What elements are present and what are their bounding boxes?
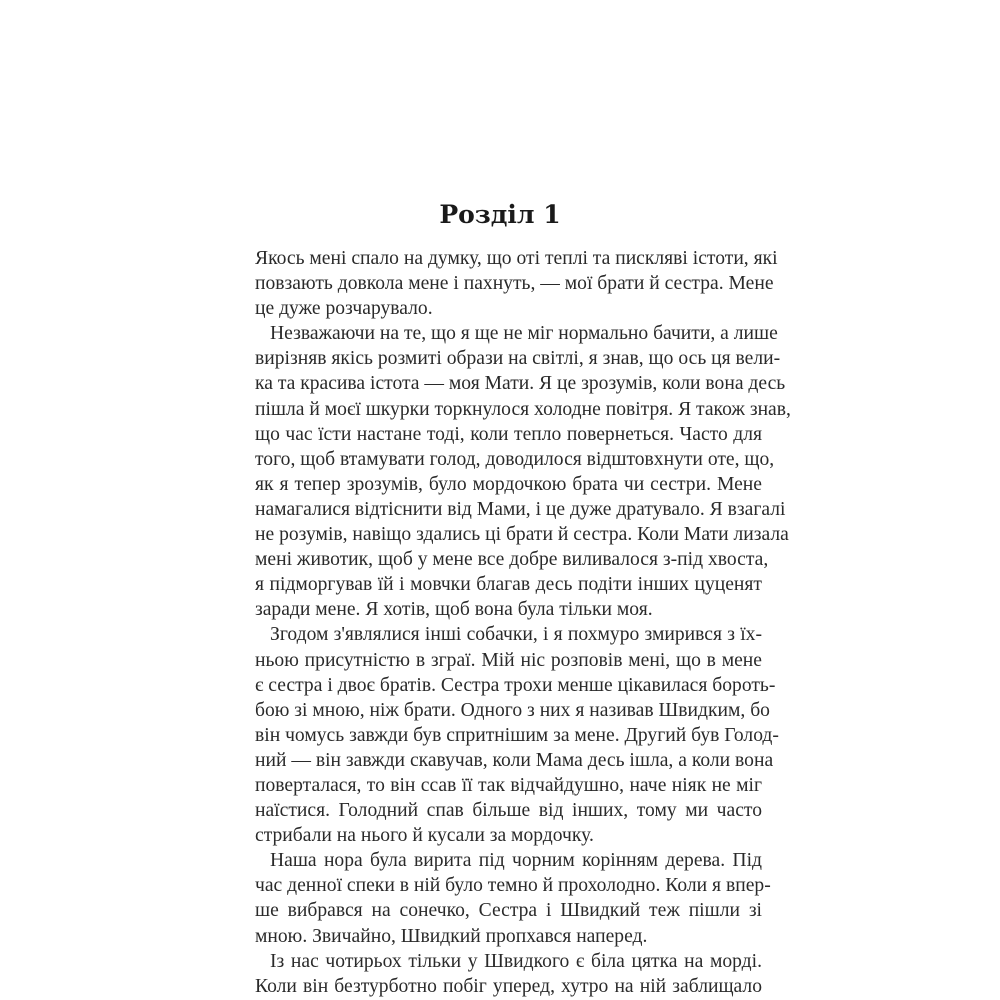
text-line: Якось мені спало на думку, що оті теплі та пискляві істоти, які — [255, 248, 778, 269]
text-line: не розумів, навіщо здались ці брати й сестра. Коли Мати лизала — [255, 524, 789, 546]
chapter-text — [255, 246, 791, 999]
text-line: наїстися. Голодний спав більше від інших, тому ми часто — [255, 800, 762, 822]
text-line: Незважаючи на те, що я ще не міг нормально бачити, а лише — [270, 323, 778, 345]
text-line: вирізняв якісь розмиті образи на світлі, я знав, що ось ця вели- — [255, 348, 781, 370]
text-line: ньою присутністю в зграї. Мій ніс розповів мені, що в мене — [255, 649, 762, 671]
paragraph — [255, 321, 791, 622]
paragraph — [255, 848, 771, 948]
text-line: я підморгував їй і мовчки благав десь подіти інших цуценят — [255, 574, 762, 596]
text-line: ний — він завжди скавучав, коли Мама десь ішла, а коли вона — [255, 749, 774, 771]
text-line: пішла й моєї шкурки торкнулося холодне повітря. Я також знав, — [255, 398, 791, 420]
paragraph — [255, 949, 762, 999]
text-line: ка та красива істота — моя Мати. Я це зрозумів, коли вона десь — [255, 373, 786, 395]
text-line: того, щоб втамувати голод, доводилося відштовхнути оте, що, — [255, 448, 775, 470]
text-line: бою зі мною, ніж брати. Одного з них я називав Швидким, бо — [255, 699, 770, 721]
text-line: мені животик, щоб у мене все добре виливалося з-під хвоста, — [255, 549, 769, 571]
text-line: Коли він безтурботно побіг уперед, хутро на ній заблищало — [255, 975, 762, 997]
paragraph — [255, 622, 779, 848]
paragraph — [255, 246, 778, 321]
text-line: як я тепер зрозумів, було мордочкою брата чи сестри. Мене — [255, 473, 762, 495]
text-line: заради мене. Я хотів, щоб вона була тільки моя. — [255, 599, 653, 621]
text-line: Із нас чотирьох тільки у Швидкого є біла цятка на морді. — [270, 950, 762, 972]
text-line: Наша нора була вирита під чорним корінням дерева. Під — [270, 850, 762, 872]
text-line: поверталася, то він ссав її так відчайдушно, наче ніяк не міг — [255, 774, 762, 796]
text-line: що час їсти настане тоді, коли тепло повернеться. Часто для — [255, 423, 762, 445]
text-line: він чомусь завжди був спритнішим за мене. Другий був Голод- — [255, 724, 779, 746]
text-line: є сестра і двоє братів. Сестра трохи менше цікавилася бороть- — [255, 674, 776, 696]
text-line: ше вибрався на сонечко, Сестра і Швидкий теж пішли зі — [255, 900, 762, 922]
text-line: час денної спеки в ній було темно й прохолодно. Коли я впер- — [255, 875, 771, 897]
text-line: мною. Звичайно, Швидкий пропхався наперед. — [255, 925, 648, 947]
text-line: стрибали на нього й кусали за мордочку. — [255, 825, 594, 847]
text-line: повзають довкола мене і пахнуть, — мої брати й сестра. Мене — [255, 273, 774, 295]
text-line: Згодом з'являлися інші собачки, і я похмуро змирився з їх- — [270, 624, 762, 646]
chapter-title: Розділ 1 — [439, 200, 561, 229]
text-line: намагалися відтіснити від Мами, і це дуже дратувало. Я взагалі — [255, 498, 786, 520]
text-line: це дуже розчарувало. — [255, 298, 433, 320]
